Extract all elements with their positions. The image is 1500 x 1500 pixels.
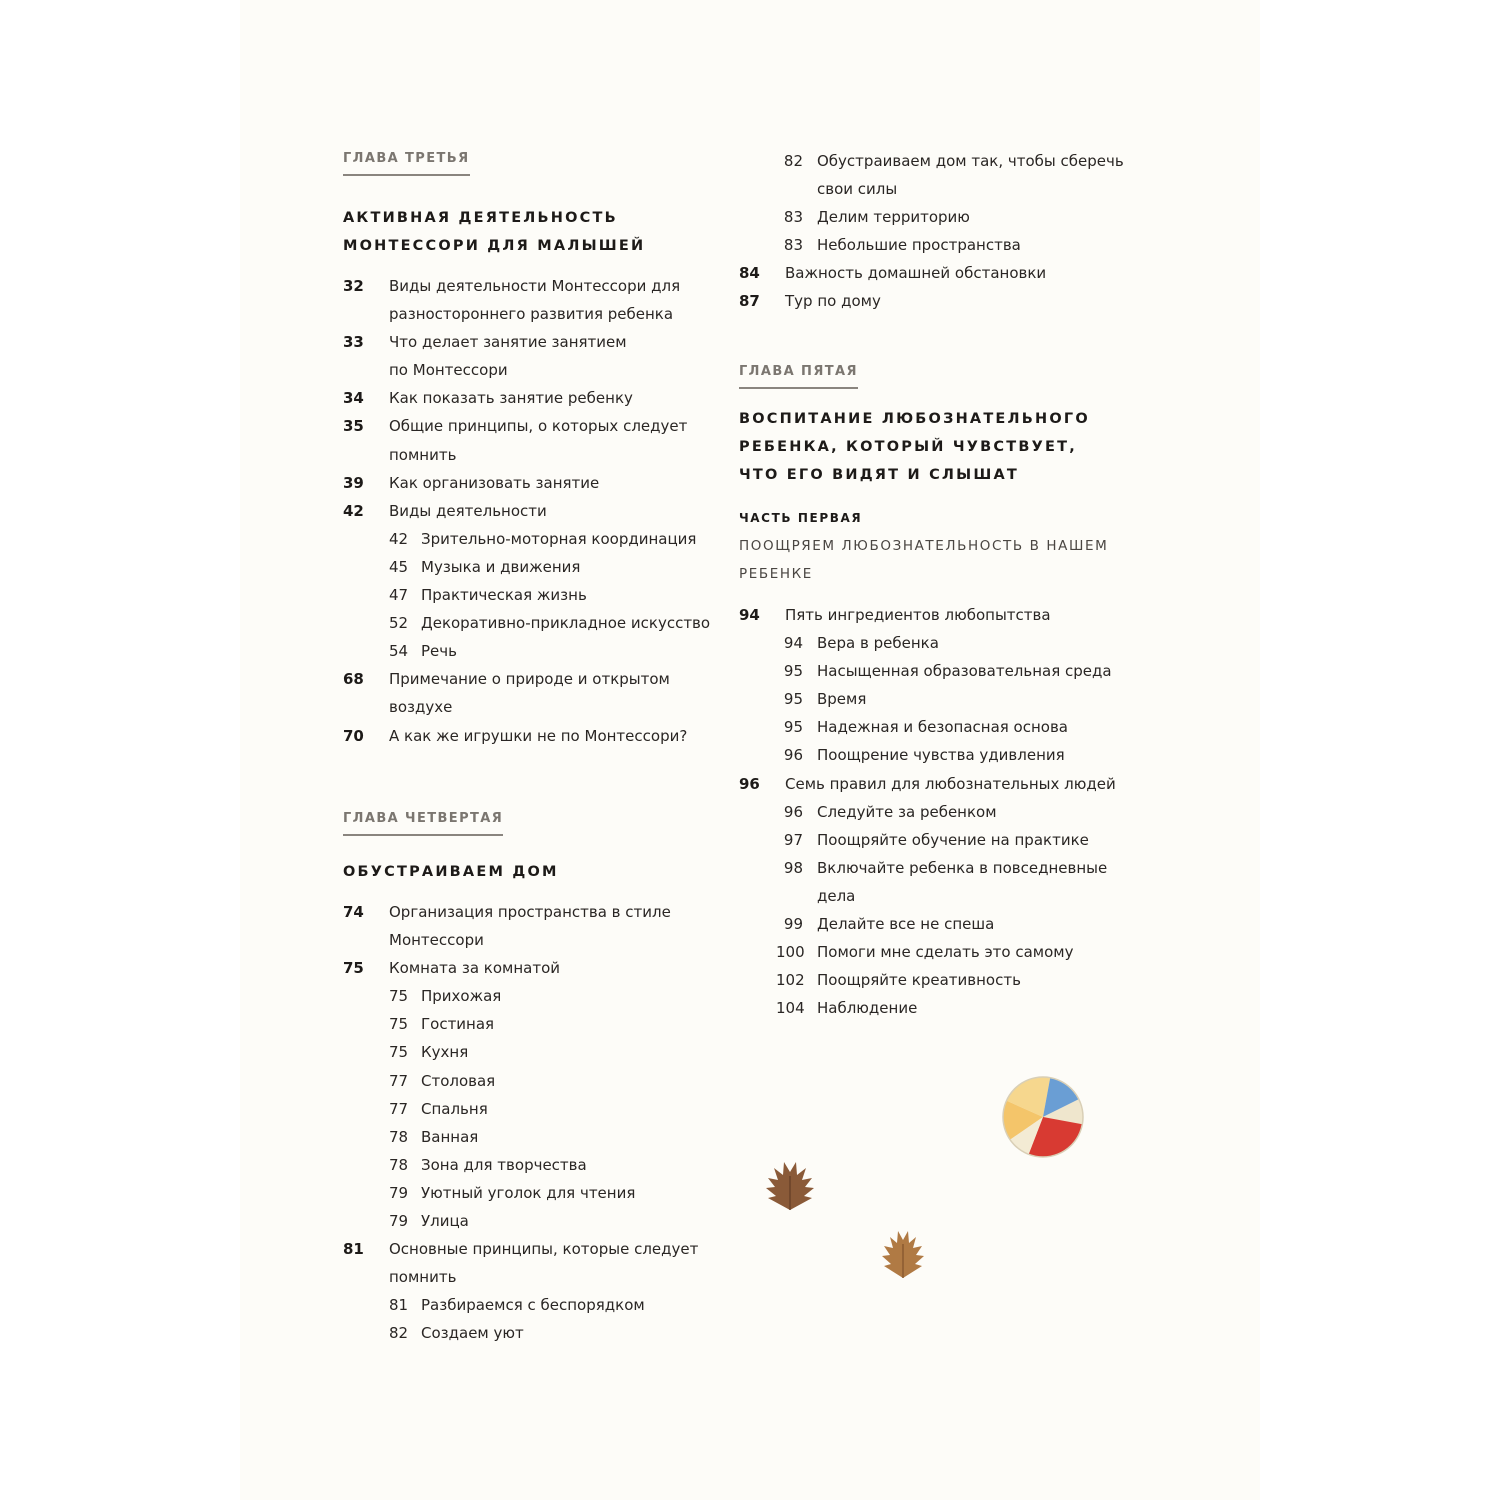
toc-entry-text: помнить [389, 1268, 457, 1287]
toc-entry-text: по Монтессори [389, 361, 508, 380]
beach-ball-icon [998, 1072, 1088, 1162]
toc-page-number: 79 [389, 1212, 409, 1231]
toc-entry [343, 1319, 713, 1347]
toc-entry-text: Поощряйте креативность [817, 971, 1021, 990]
toc-entry-text: Что делает занятие занятием [389, 333, 627, 352]
toc-entry-text: помнить [389, 445, 457, 464]
toc-entry [343, 356, 713, 384]
toc-entry-text: Комната за комнатой [389, 959, 560, 978]
toc-page-number: 77 [389, 1099, 409, 1118]
toc-entry [343, 272, 713, 300]
toc-entry [343, 1038, 713, 1066]
toc-page-number: 81 [389, 1296, 409, 1315]
toc-page-number: 52 [389, 614, 409, 633]
chapter-label: ГЛАВА ПЯТАЯ [739, 363, 858, 389]
toc-entry [343, 328, 713, 356]
toc-entry [343, 469, 713, 497]
toc-entry [343, 954, 713, 982]
toc-list [739, 601, 1139, 1022]
toc-page-number: 82 [783, 152, 803, 170]
toc-page-number: 99 [783, 915, 803, 934]
toc-entry-text: Основные принципы, которые следует [389, 1240, 699, 1259]
toc-entry-text: Столовая [421, 1071, 496, 1090]
toc-page-number: 45 [389, 557, 409, 576]
toc-entry [343, 412, 713, 440]
toc-entry [343, 926, 713, 954]
toc-entry-text: Насыщенная образовательная среда [817, 662, 1112, 681]
toc-page-number: 102 [776, 971, 805, 990]
chapter-title-line: РЕБЕНКА, КОТОРЫЙ ЧУВСТВУЕТ, [739, 439, 1077, 455]
chapter-title-line: ЧТО ЕГО ВИДЯТ И СЛЫШАТ [739, 467, 1020, 483]
toc-page-number: 97 [783, 830, 803, 849]
toc-entry-text: Примечание о природе и открытом [389, 670, 670, 689]
toc-page-number: 33 [343, 333, 364, 352]
toc-entry-text: Речь [421, 642, 457, 661]
toc-list [739, 147, 1139, 316]
toc-entry-text: Поощрение чувства удивления [817, 746, 1065, 765]
chapter-title-line: АКТИВНАЯ ДЕЯТЕЛЬНОСТЬ [343, 210, 618, 226]
toc-entry [739, 287, 1139, 315]
toc-entry [739, 910, 1139, 938]
toc-entry-text: Спальня [421, 1099, 488, 1118]
toc-page-number: 83 [783, 236, 803, 255]
toc-entry [739, 798, 1139, 826]
toc-entry-text: Как показать занятие ребенку [389, 389, 633, 408]
toc-page-number: 94 [739, 606, 760, 624]
toc-entry [739, 259, 1139, 287]
toc-entry-text: Семь правил для любознательных людей [785, 774, 1116, 793]
toc-entry [343, 1291, 713, 1319]
toc-entry [739, 629, 1139, 657]
toc-entry [343, 1067, 713, 1095]
toc-entry-text: Делим территорию [817, 208, 970, 227]
toc-entry-text: свои силы [817, 180, 898, 199]
chapter-title-line: ВОСПИТАНИЕ ЛЮБОЗНАТЕЛЬНОГО [739, 411, 1090, 427]
toc-entry [343, 581, 713, 609]
toc-entry-text: А как же игрушки не по Монтессори? [389, 726, 688, 745]
toc-entry-text: Разбираемся с беспорядком [421, 1296, 645, 1315]
toc-entry-text: Поощряйте обучение на практике [817, 830, 1089, 849]
toc-page-number: 104 [776, 999, 805, 1018]
toc-entry [343, 497, 713, 525]
toc-page-number: 75 [343, 959, 364, 978]
toc-entry [739, 994, 1139, 1022]
toc-entry-text: Включайте ребенка в повседневные [817, 858, 1108, 877]
toc-list [343, 898, 713, 1348]
toc-entry [343, 898, 713, 926]
toc-page-number: 100 [776, 943, 805, 962]
chapter-title [343, 204, 645, 260]
part-title-line: РЕБЕНКЕ [739, 566, 813, 582]
toc-entry [739, 770, 1139, 798]
toc-entry-text: Делайте все не спеша [817, 915, 995, 934]
chapter-title [343, 858, 559, 886]
toc-entry-text: Монтессори [389, 931, 484, 950]
toc-entry-text: Виды деятельности Монтессори для [389, 277, 681, 295]
toc-entry [739, 826, 1139, 854]
toc-page-number: 96 [783, 746, 803, 765]
toc-entry-text: Улица [421, 1212, 469, 1231]
toc-entry [343, 722, 713, 750]
toc-entry-text: воздухе [389, 698, 453, 717]
toc-page-number: 81 [343, 1240, 364, 1259]
toc-entry [343, 525, 713, 553]
toc-page-number: 96 [783, 802, 803, 821]
toc-entry-text: Ванная [421, 1127, 479, 1146]
toc-page-number: 75 [389, 1043, 409, 1062]
toc-page-number: 75 [389, 987, 409, 1006]
toc-entry [343, 609, 713, 637]
toc-entry [343, 1235, 713, 1263]
toc-page-number: 42 [389, 529, 409, 548]
toc-page-number: 95 [783, 718, 803, 737]
chapter-title-line: ОБУСТРАИВАЕМ ДОМ [343, 864, 559, 880]
toc-entry-text: Гостиная [421, 1015, 495, 1034]
toc-entry-text: Организация пространства в стиле [389, 903, 671, 921]
toc-page-number: 75 [389, 1015, 409, 1034]
toc-entry [739, 175, 1139, 203]
toc-page-number: 96 [739, 774, 760, 793]
toc-page-number: 34 [343, 389, 364, 408]
toc-entry [343, 384, 713, 412]
toc-page-number: 94 [783, 634, 803, 653]
toc-entry-text: Общие принципы, о которых следует [389, 417, 688, 436]
chapter-label: ГЛАВА ЧЕТВЕРТАЯ [343, 810, 503, 836]
toc-page-number: 54 [389, 642, 409, 661]
part-title-line: ПООЩРЯЕМ ЛЮБОЗНАТЕЛЬНОСТЬ В НАШЕМ [739, 538, 1109, 554]
toc-entry [343, 665, 713, 693]
toc-entry-text: Важность домашней обстановки [785, 264, 1047, 283]
toc-entry [739, 231, 1139, 259]
pinecone-icon [878, 1226, 928, 1282]
part-title [739, 532, 1108, 588]
toc-entry-text: Помоги мне сделать это самому [817, 943, 1074, 962]
toc-entry-text: Тур по дому [785, 292, 881, 311]
toc-entry [739, 147, 1139, 175]
toc-page-number: 87 [739, 292, 760, 311]
toc-entry [739, 601, 1139, 629]
toc-page-number: 77 [389, 1071, 409, 1090]
toc-page-number: 47 [389, 586, 409, 605]
toc-page-number: 79 [389, 1183, 409, 1202]
toc-entry [343, 1263, 713, 1291]
toc-page-number: 42 [343, 501, 364, 520]
chapter-label: ГЛАВА ТРЕТЬЯ [343, 150, 470, 176]
toc-entry-text: разностороннего развития ребенка [389, 305, 674, 324]
toc-page-number: 95 [783, 690, 803, 709]
toc-entry-text: дела [817, 886, 856, 905]
toc-entry [739, 657, 1139, 685]
toc-entry [739, 854, 1139, 882]
toc-entry-text: Обустраиваем дом так, чтобы сберечь [817, 152, 1124, 170]
toc-page-number: 78 [389, 1155, 409, 1174]
toc-page-number: 70 [343, 726, 364, 745]
toc-entry-text: Наблюдение [817, 999, 918, 1018]
toc-entry-text: Пять ингредиентов любопытства [785, 606, 1051, 624]
toc-entry-text: Прихожая [421, 987, 502, 1006]
toc-page-number: 84 [739, 264, 760, 283]
toc-entry-text: Кухня [421, 1043, 469, 1062]
toc-entry-text: Музыка и движения [421, 557, 581, 576]
toc-list [343, 272, 713, 750]
toc-entry-text: Зона для творчества [421, 1155, 587, 1174]
chapter-title [739, 405, 1090, 489]
toc-page-number: 95 [783, 662, 803, 681]
toc-page-number: 39 [343, 473, 364, 492]
toc-entry [343, 1179, 713, 1207]
toc-entry [343, 693, 713, 721]
chapter-title-line: МОНТЕССОРИ ДЛЯ МАЛЫШЕЙ [343, 238, 646, 254]
toc-page-number: 32 [343, 277, 364, 295]
toc-entry [343, 300, 713, 328]
toc-entry [739, 203, 1139, 231]
toc-entry-text: Зрительно-моторная координация [421, 529, 697, 548]
toc-entry-text: Как организовать занятие [389, 473, 600, 492]
toc-entry [739, 713, 1139, 741]
pinecone-icon [762, 1156, 818, 1216]
toc-page-number: 98 [783, 858, 803, 877]
toc-entry [343, 1010, 713, 1038]
toc-entry-text: Вера в ребенка [817, 634, 939, 653]
toc-entry [343, 1151, 713, 1179]
toc-entry [343, 1207, 713, 1235]
toc-entry-text: Небольшие пространства [817, 236, 1021, 255]
toc-page-number: 35 [343, 417, 364, 436]
toc-entry [343, 1095, 713, 1123]
toc-entry-text: Надежная и безопасная основа [817, 718, 1069, 737]
toc-entry-text: Декоративно-прикладное искусство [421, 614, 711, 633]
toc-entry-text: Следуйте за ребенком [817, 802, 997, 821]
toc-entry [343, 553, 713, 581]
toc-entry [343, 637, 713, 665]
toc-entry [739, 882, 1139, 910]
toc-page-number: 83 [783, 208, 803, 227]
toc-entry [343, 1123, 713, 1151]
toc-entry [739, 685, 1139, 713]
toc-page-number: 82 [389, 1324, 409, 1343]
toc-entry [343, 982, 713, 1010]
toc-page-number: 78 [389, 1127, 409, 1146]
toc-entry [739, 938, 1139, 966]
toc-entry-text: Практическая жизнь [421, 586, 587, 605]
toc-entry [343, 441, 713, 469]
toc-entry-text: Уютный уголок для чтения [421, 1183, 636, 1202]
toc-page-number: 74 [343, 903, 364, 921]
toc-entry [739, 966, 1139, 994]
toc-entry [739, 741, 1139, 769]
toc-page-number: 68 [343, 670, 364, 689]
toc-entry-text: Время [817, 690, 867, 709]
toc-entry-text: Создаем уют [421, 1324, 524, 1343]
toc-entry-text: Виды деятельности [389, 501, 547, 520]
part-label: ЧАСТЬ ПЕРВАЯ [739, 511, 863, 525]
